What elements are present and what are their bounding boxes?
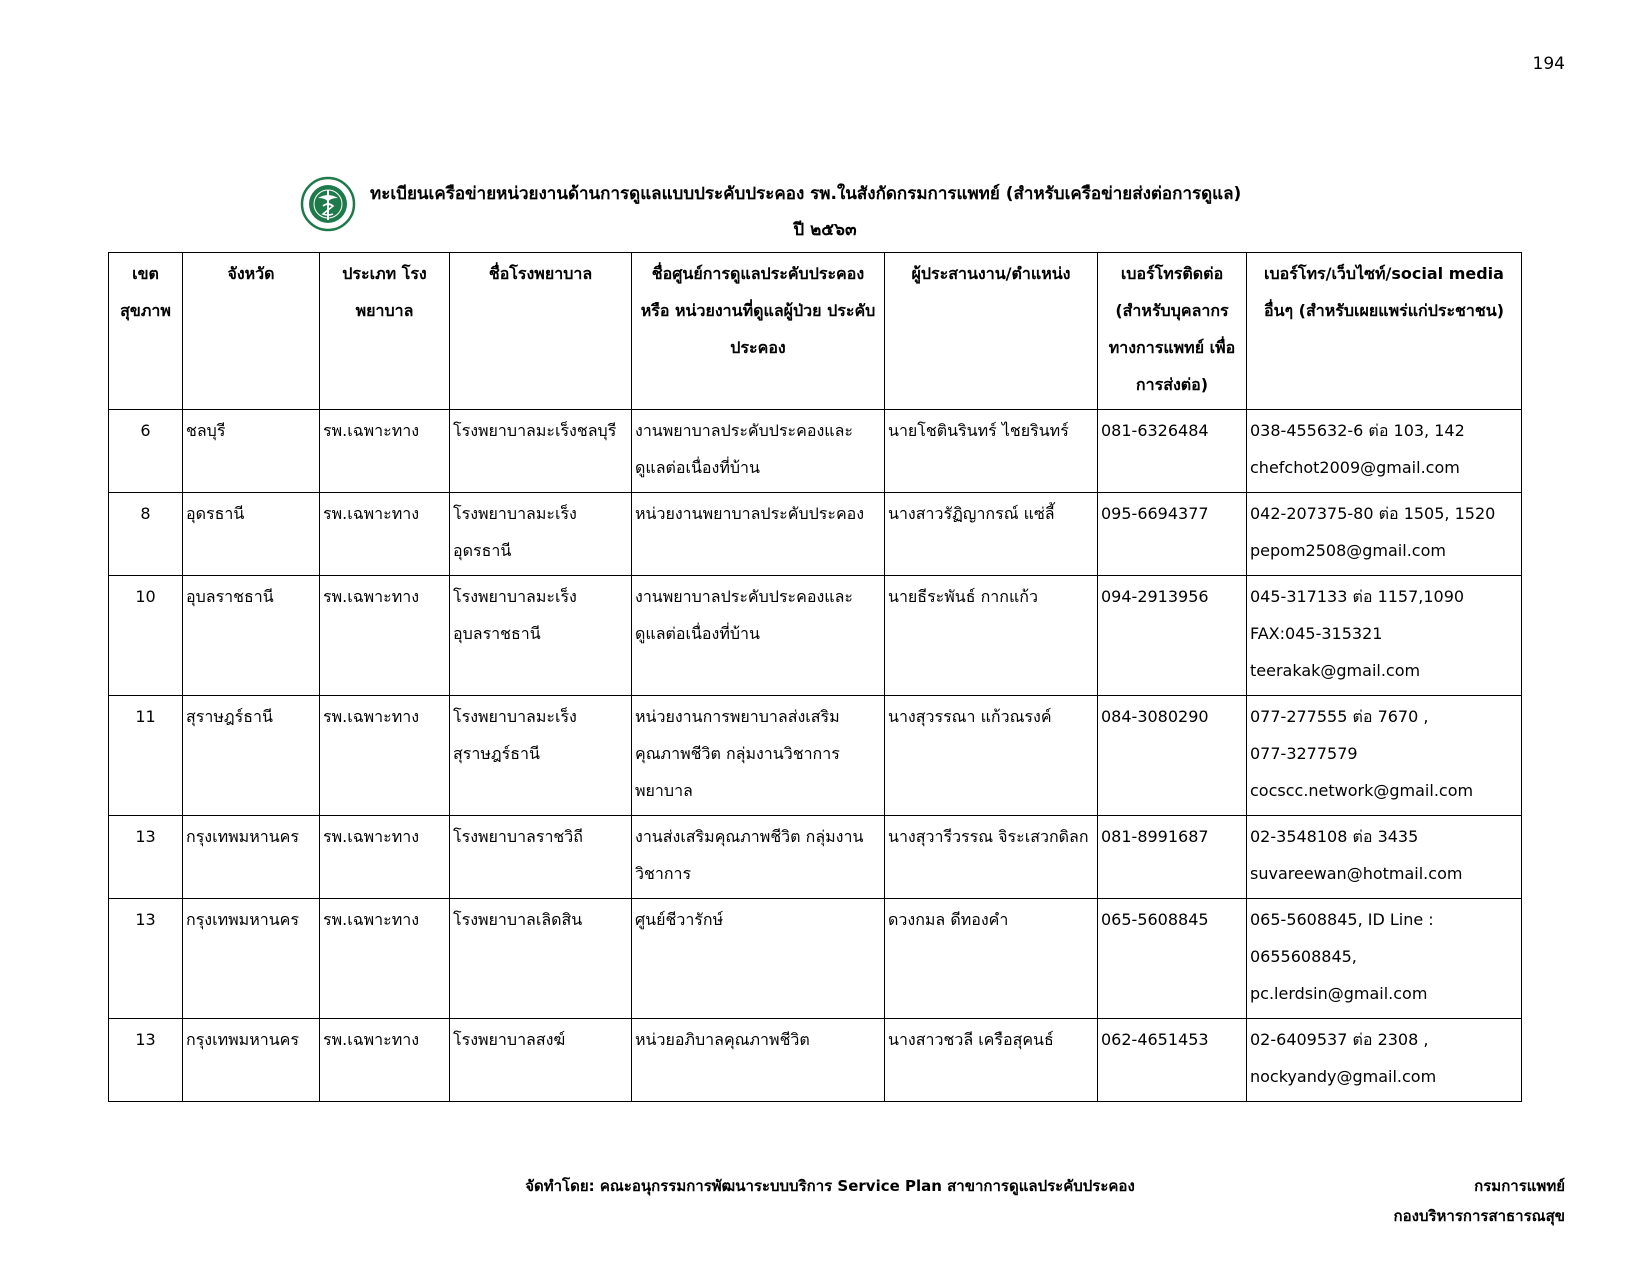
cell-coordinator: นางสาวรัฏิญากรณ์ แซ่ลี้ <box>885 493 1098 576</box>
footer-division: กองบริหารการสาธารณสุข <box>1393 1207 1565 1225</box>
cell-hospital-type: รพ.เฉพาะทาง <box>320 696 450 816</box>
cell-referral-phone: 081-8991687 <box>1098 816 1247 899</box>
table-row <box>109 576 1522 696</box>
page-number: 194 <box>1532 54 1565 74</box>
cell-care-unit: งานส่งเสริมคุณภาพชีวิต กลุ่มงานวิชาการ <box>632 816 885 899</box>
cell-care-unit: ศูนย์ชีวารักษ์ <box>632 899 885 1019</box>
cell-health-region: 11 <box>109 696 183 816</box>
cell-referral-phone: 062-4651453 <box>1098 1019 1247 1102</box>
cell-public-contact: 045-317133 ต่อ 1157,1090 FAX:045-315321 teerakak@gmail.com <box>1247 576 1522 696</box>
cell-care-unit: หน่วยอภิบาลคุณภาพชีวิต <box>632 1019 885 1102</box>
cell-coordinator: นายธีระพันธ์ กากแก้ว <box>885 576 1098 696</box>
column-header-referral-phone: เบอร์โทรติดต่อ (สำหรับบุคลากร ทางการแพทย์ เพื่อการส่งต่อ) <box>1098 253 1247 410</box>
cell-hospital-name: โรงพยาบาลมะเร็งชลบุรี <box>450 410 632 493</box>
document-title: ทะเบียนเครือข่ายหน่วยงานด้านการดูแลแบบประคับประคอง รพ.ในสังกัดกรมการแพทย์ (สำหรับเครือข่ายส่งต่อการดูแล) <box>370 184 1242 204</box>
cell-hospital-type: รพ.เฉพาะทาง <box>320 576 450 696</box>
footer-department: กรมการแพทย์ <box>1474 1177 1565 1195</box>
cell-health-region: 13 <box>109 899 183 1019</box>
cell-care-unit: หน่วยงานพยาบาลประคับประคอง <box>632 493 885 576</box>
table-row <box>109 493 1522 576</box>
cell-referral-phone: 065-5608845 <box>1098 899 1247 1019</box>
column-header-hospital-name: ชื่อโรงพยาบาล <box>450 253 632 410</box>
cell-hospital-type: รพ.เฉพาะทาง <box>320 899 450 1019</box>
column-header-province: จังหวัด <box>183 253 320 410</box>
cell-province: สุราษฎร์ธานี <box>183 696 320 816</box>
cell-public-contact: 042-207375-80 ต่อ 1505, 1520 pepom2508@gmail.com <box>1247 493 1522 576</box>
cell-care-unit: งานพยาบาลประคับประคองและดูแลต่อเนื่องที่บ้าน <box>632 410 885 493</box>
cell-province: อุดรธานี <box>183 493 320 576</box>
table-row <box>109 816 1522 899</box>
cell-coordinator: นางสุวรรณา แก้วณรงค์ <box>885 696 1098 816</box>
cell-coordinator: นางสุวารีวรรณ จิระเสวกดิลก <box>885 816 1098 899</box>
cell-health-region: 13 <box>109 816 183 899</box>
cell-coordinator: นายโชตินรินทร์ ไชยรินทร์ <box>885 410 1098 493</box>
cell-referral-phone: 081-6326484 <box>1098 410 1247 493</box>
cell-health-region: 6 <box>109 410 183 493</box>
cell-province: ชลบุรี <box>183 410 320 493</box>
cell-hospital-name: โรงพยาบาลเลิดสิน <box>450 899 632 1019</box>
cell-hospital-type: รพ.เฉพาะทาง <box>320 816 450 899</box>
cell-referral-phone: 094-2913956 <box>1098 576 1247 696</box>
table-row <box>109 899 1522 1019</box>
footer-credit: จัดทำโดย: คณะอนุกรรมการพัฒนาระบบบริการ Service Plan สาขาการดูแลประคับประคอง <box>525 1177 1135 1195</box>
cell-hospital-type: รพ.เฉพาะทาง <box>320 410 450 493</box>
cell-province: กรุงเทพมหานคร <box>183 1019 320 1102</box>
table-row <box>109 1019 1522 1102</box>
cell-public-contact: 02-6409537 ต่อ 2308 , nockyandy@gmail.com <box>1247 1019 1522 1102</box>
column-header-hospital-type: ประเภท โรงพยาบาล <box>320 253 450 410</box>
cell-hospital-name: โรงพยาบาลมะเร็งสุราษฎร์ธานี <box>450 696 632 816</box>
network-register-table <box>108 252 1522 1102</box>
cell-health-region: 13 <box>109 1019 183 1102</box>
cell-province: กรุงเทพมหานคร <box>183 816 320 899</box>
cell-care-unit: หน่วยงานการพยาบาลส่งเสริมคุณภาพชีวิต กลุ่มงานวิชาการพยาบาล <box>632 696 885 816</box>
cell-referral-phone: 084-3080290 <box>1098 696 1247 816</box>
column-header-care-unit: ชื่อศูนย์การดูแลประคับประคอง หรือ หน่วยงานที่ดูแลผู้ป่วย ประคับประคอง <box>632 253 885 410</box>
cell-hospital-name: โรงพยาบาลสงฆ์ <box>450 1019 632 1102</box>
cell-province: กรุงเทพมหานคร <box>183 899 320 1019</box>
cell-hospital-type: รพ.เฉพาะทาง <box>320 1019 450 1102</box>
cell-hospital-type: รพ.เฉพาะทาง <box>320 493 450 576</box>
cell-public-contact: 02-3548108 ต่อ 3435 suvareewan@hotmail.com <box>1247 816 1522 899</box>
cell-hospital-name: โรงพยาบาลมะเร็งอุบลราชธานี <box>450 576 632 696</box>
column-header-health-region: เขต สุขภาพ <box>109 253 183 410</box>
column-header-public-contact: เบอร์โทร/เว็บไซท์/social media อื่นๆ (สำหรับเผยแพร่แก่ประชาชน) <box>1247 253 1522 410</box>
cell-hospital-name: โรงพยาบาลมะเร็งอุดรธานี <box>450 493 632 576</box>
cell-coordinator: ดวงกมล ดีทองคำ <box>885 899 1098 1019</box>
column-header-coordinator: ผู้ประสานงาน/ตำแหน่ง <box>885 253 1098 410</box>
cell-referral-phone: 095-6694377 <box>1098 493 1247 576</box>
document-subtitle: ปี ๒๕๖๓ <box>793 220 857 240</box>
cell-health-region: 8 <box>109 493 183 576</box>
cell-province: อุบลราชธานี <box>183 576 320 696</box>
table-row <box>109 410 1522 493</box>
cell-public-contact: 038-455632-6 ต่อ 103, 142 chefchot2009@gmail.com <box>1247 410 1522 493</box>
cell-public-contact: 065-5608845, ID Line : 0655608845, pc.lerdsin@gmail.com <box>1247 899 1522 1019</box>
cell-hospital-name: โรงพยาบาลราชวิถี <box>450 816 632 899</box>
cell-coordinator: นางสาวชวลี เครือสุคนธ์ <box>885 1019 1098 1102</box>
cell-public-contact: 077-277555 ต่อ 7670 , 077-3277579 cocscc.network@gmail.com <box>1247 696 1522 816</box>
cell-care-unit: งานพยาบาลประคับประคองและดูแลต่อเนื่องที่บ้าน <box>632 576 885 696</box>
table-row <box>109 696 1522 816</box>
cell-health-region: 10 <box>109 576 183 696</box>
table-header-row <box>109 253 1522 410</box>
